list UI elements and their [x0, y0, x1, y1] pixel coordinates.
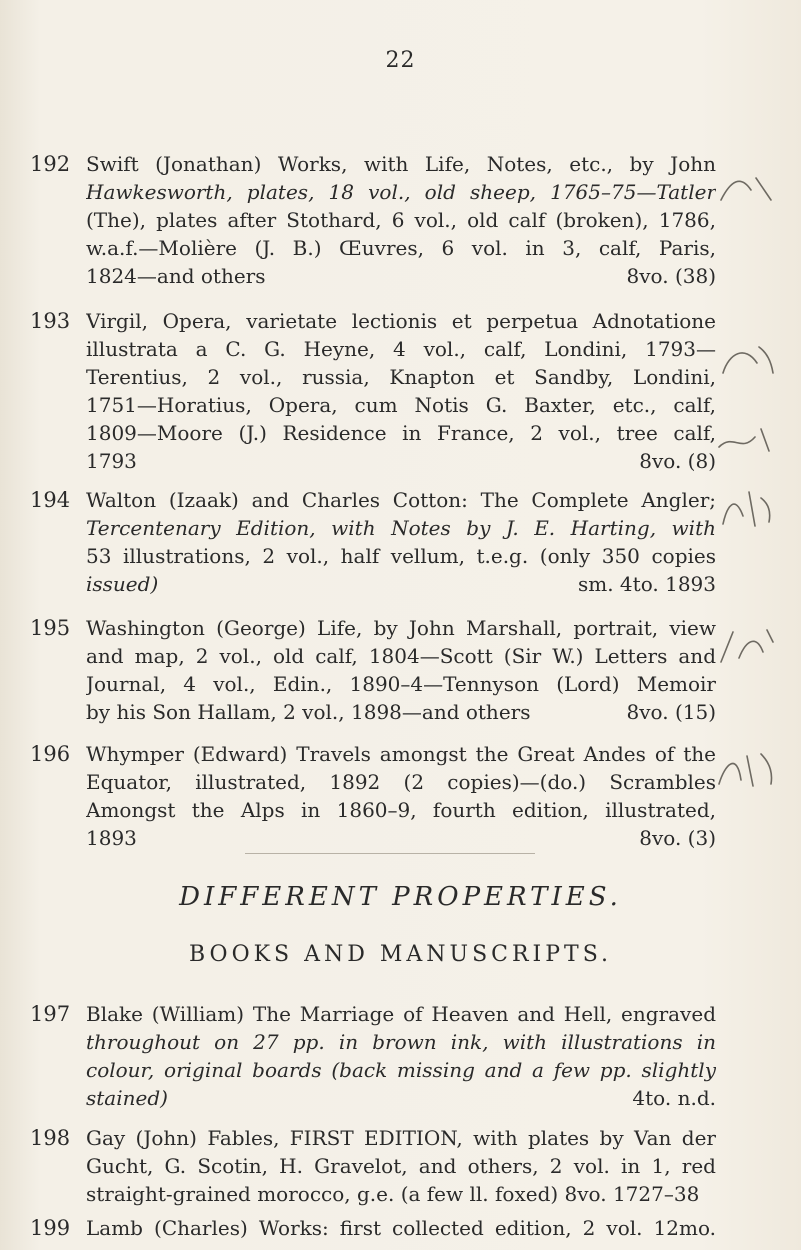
- entry-line: Equator, illustrated, 1892 (2 copies)—(do.) Scrambles: [86, 770, 716, 794]
- page-number: 22: [385, 48, 416, 73]
- format-quantity: 8vo. (38): [626, 264, 716, 288]
- entry-line-last: [86, 1180, 716, 1208]
- entry-line-text: by his Son Hallam, 2 vol., 1898—and others: [86, 700, 531, 724]
- entry-line: w.a.f.—Molière (J. B.) Œuvres, 6 vol. in 3, calf, Paris,: [86, 236, 716, 260]
- pencil-annotation-icon: [711, 337, 781, 383]
- entry-line: 1809—Moore (J.) Residence in France, 2 vol., tree calf,: [86, 421, 716, 445]
- format-quantity: 8vo. (15): [626, 700, 716, 724]
- entry-line: Washington (George) Life, by John Marshall, portrait, view: [86, 616, 716, 640]
- entry-text: [86, 486, 716, 598]
- pencil-annotation-icon: [711, 486, 781, 532]
- entry-line-text: 1893: [86, 826, 137, 850]
- lot-number: 196: [30, 742, 71, 766]
- format-quantity: 4to. n.d.: [632, 1086, 716, 1110]
- entry-text: [86, 1000, 716, 1112]
- entry-line-last: [86, 570, 716, 598]
- entry-text: [86, 614, 716, 726]
- lot-number: 195: [30, 616, 71, 640]
- entry-line: Lamb (Charles) Works: first collected edition, 2 vol. 12mo.: [86, 1216, 716, 1240]
- entry-line: Walton (Izaak) and Charles Cotton: The Complete Angler;: [86, 488, 716, 512]
- lot-number: 199: [30, 1216, 71, 1240]
- pencil-annotation-icon: [711, 746, 781, 792]
- entry-line: Amongst the Alps in 1860–9, fourth edition, illustrated,: [86, 798, 716, 822]
- pencil-annotation-icon: [711, 170, 781, 216]
- entry-line-last: [86, 447, 716, 475]
- entry-line: Terentius, 2 vol., russia, Knapton et Sandby, Londini,: [86, 365, 716, 389]
- entry-line: Tercentenary Edition, with Notes by J. E. Harting, with: [86, 516, 716, 540]
- entry-line: Gucht, G. Scotin, H. Gravelot, and others, 2 vol. in 1, red: [86, 1154, 716, 1178]
- entry-line: Virgil, Opera, varietate lectionis et perpetua Adnotatione: [86, 309, 716, 333]
- entry-line: Hawkesworth, plates, 18 vol., old sheep, 1765–75—Tatler: [86, 180, 716, 204]
- entry-text: [86, 150, 716, 290]
- pencil-annotation-icon: [711, 622, 781, 668]
- lot-number: 198: [30, 1126, 71, 1150]
- lot-number: 194: [30, 488, 71, 512]
- entry-line-text: issued): [86, 572, 159, 596]
- entry-text: [86, 740, 716, 852]
- section-divider: [245, 853, 535, 854]
- lot-number: 193: [30, 309, 71, 333]
- format-quantity: 8vo. (8): [639, 449, 716, 473]
- entry-line-last: [86, 824, 716, 852]
- entry-line-text: straight-grained morocco, g.e. (a few ll. foxed) 8vo. 1727–38: [86, 1182, 700, 1206]
- entry-line: and map, 2 vol., old calf, 1804—Scott (Sir W.) Letters and: [86, 644, 716, 668]
- entry-line: throughout on 27 pp. in brown ink, with illustrations in: [86, 1030, 716, 1054]
- section-subtitle: BOOKS AND MANUSCRIPTS.: [188, 942, 613, 967]
- entry-line: 53 illustrations, 2 vol., half vellum, t.e.g. (only 350 copies: [86, 544, 716, 568]
- entry-line: illustrata a C. G. Heyne, 4 vol., calf, Londini, 1793—: [86, 337, 716, 361]
- pencil-annotation-icon: [711, 419, 781, 465]
- entry-line: Gay (John) Fables, FIRST EDITION, with plates by Van der: [86, 1126, 716, 1150]
- entry-text: [86, 307, 716, 475]
- entry-line-text: stained): [86, 1086, 168, 1110]
- entry-line: Swift (Jonathan) Works, with Life, Notes, etc., by John: [86, 152, 716, 176]
- lot-number: 192: [30, 152, 71, 176]
- entry-line-text: 1824—and others: [86, 264, 266, 288]
- entry-line: Journal, 4 vol., Edin., 1890–4—Tennyson (Lord) Memoir: [86, 672, 716, 696]
- entry-line: Whymper (Edward) Travels amongst the Great Andes of the: [86, 742, 716, 766]
- format-quantity: 8vo. (3): [639, 826, 716, 850]
- entry-line: Blake (William) The Marriage of Heaven and Hell, engraved: [86, 1002, 716, 1026]
- section-title: DIFFERENT PROPERTIES.: [179, 882, 622, 912]
- lot-number: 197: [30, 1002, 71, 1026]
- entry-line: (The), plates after Stothard, 6 vol., old calf (broken), 1786,: [86, 208, 716, 232]
- entry-line-text: 1793: [86, 449, 137, 473]
- entry-line: colour, original boards (back missing and a few pp. slightly: [86, 1058, 716, 1082]
- entry-line: 1751—Horatius, Opera, cum Notis G. Baxter, etc., calf,: [86, 393, 716, 417]
- entry-line-last: [86, 1084, 716, 1112]
- entry-line-last: [86, 262, 716, 290]
- entry-line-last: [86, 698, 716, 726]
- entry-text: [86, 1124, 716, 1208]
- format-quantity: sm. 4to. 1893: [577, 572, 716, 596]
- entry-text: [86, 1214, 716, 1242]
